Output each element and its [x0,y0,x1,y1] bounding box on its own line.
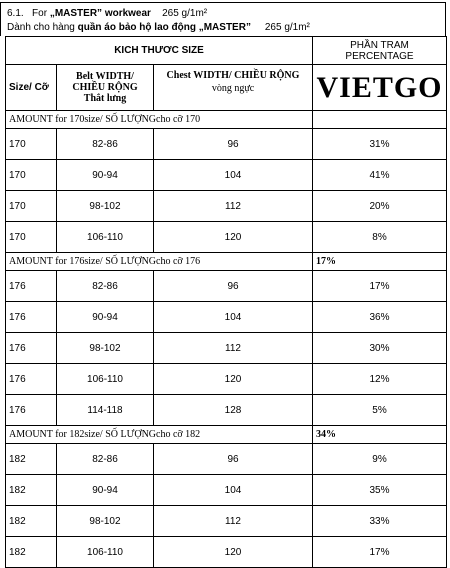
cell-belt: 90-94 [57,160,154,191]
table-row [6,364,447,395]
cell-chest: 120 [154,222,313,253]
group-row [6,253,447,271]
cell-chest: 96 [154,271,313,302]
cell-size: 176 [6,271,57,302]
cell-percentage: 20% [313,191,447,222]
group-label: AMOUNT for 182size/ SỐ LƯỢNGcho cỡ 182 [6,426,313,444]
table-row [6,160,447,191]
cell-percentage: 5% [313,395,447,426]
cell-chest: 96 [154,129,313,160]
table-row [6,475,447,506]
cell-chest: 120 [154,537,313,568]
cell-size: 182 [6,444,57,475]
cell-belt: 98-102 [57,333,154,364]
cell-size: 176 [6,395,57,426]
table-row [6,129,447,160]
cell-percentage: 31% [313,129,447,160]
cell-percentage: 30% [313,333,447,364]
cell-percentage: 12% [313,364,447,395]
cell-chest: 96 [154,444,313,475]
cell-chest: 120 [154,364,313,395]
column-size: Size/ Cỡ [6,65,57,111]
cell-size: 182 [6,506,57,537]
cell-percentage: 41% [313,160,447,191]
section-number: 6.1. [7,8,24,19]
cell-percentage: 17% [313,271,447,302]
table-row [6,395,447,426]
cell-chest: 104 [154,160,313,191]
table-row [6,302,447,333]
group-row [6,111,447,129]
cell-percentage: 35% [313,475,447,506]
cell-size: 170 [6,222,57,253]
cell-chest: 112 [154,506,313,537]
percentage-header-vn: PHẦN TRAM [350,40,409,51]
table-row [6,222,447,253]
percentage-header [313,37,447,65]
group-percentage [313,111,447,129]
cell-chest: 112 [154,333,313,364]
cell-chest: 112 [154,191,313,222]
size-table [5,36,447,568]
size-header: KICH THƯƠC SIZE [6,37,313,65]
cell-belt: 106-110 [57,222,154,253]
cell-size: 176 [6,364,57,395]
header-line-1 [7,8,207,19]
cell-belt: 90-94 [57,302,154,333]
column-belt-line2: CHIỀU RỘNG [72,82,138,93]
column-belt [57,65,154,111]
product-name: „MASTER” workwear [49,8,151,19]
group-label: AMOUNT for 176size/ SỐ LƯỢNGcho cỡ 176 [6,253,313,271]
cell-percentage: 33% [313,506,447,537]
table-row [6,191,447,222]
cell-chest: 104 [154,302,313,333]
cell-chest: 104 [154,475,313,506]
spec-header [0,2,446,36]
cell-belt: 82-86 [57,444,154,475]
cell-belt: 98-102 [57,191,154,222]
table-row [6,333,447,364]
cell-belt: 106-110 [57,537,154,568]
table-row [6,537,447,568]
group-percentage: 17% [313,253,447,271]
cell-percentage: 36% [313,302,447,333]
cell-size: 170 [6,129,57,160]
column-chest [154,65,313,111]
group-percentage: 34% [313,426,447,444]
percentage-header-en: PERCENTAGE [345,51,414,62]
cell-belt: 106-110 [57,364,154,395]
cell-belt: 82-86 [57,129,154,160]
header-line-2 [7,22,310,33]
column-chest-line1: Chest WIDTH/ CHIỀU RỘNG [166,70,300,81]
column-belt-line1: Belt WIDTH/ [76,71,134,82]
cell-belt: 82-86 [57,271,154,302]
cell-size: 182 [6,475,57,506]
cell-size: 176 [6,333,57,364]
cell-belt: 90-94 [57,475,154,506]
column-chest-line2: vòng ngực [211,83,255,94]
cell-size: 170 [6,160,57,191]
cell-percentage: 17% [313,537,447,568]
cell-percentage: 8% [313,222,447,253]
cell-percentage: 9% [313,444,447,475]
table-row [6,444,447,475]
header-vn-prefix: Dành cho hàng [7,22,78,33]
cell-belt: 98-102 [57,506,154,537]
cell-size: 176 [6,302,57,333]
cell-belt: 114-118 [57,395,154,426]
fabric-weight-vn: 265 g/1m² [264,22,310,33]
table-row [6,506,447,537]
group-label: AMOUNT for 170size/ SỐ LƯỢNGcho cỡ 170 [6,111,313,129]
table-row [6,271,447,302]
column-belt-line3: Thắt lưng [83,93,127,104]
cell-size: 182 [6,537,57,568]
cell-size: 170 [6,191,57,222]
cell-chest: 128 [154,395,313,426]
header-for-text: For [32,8,50,19]
product-name-vn: quần áo bảo hộ lao động „MASTER” [77,22,251,33]
group-row [6,426,447,444]
fabric-weight: 265 g/1m² [162,8,208,19]
vietgo-logo: VIETGO [313,65,447,111]
